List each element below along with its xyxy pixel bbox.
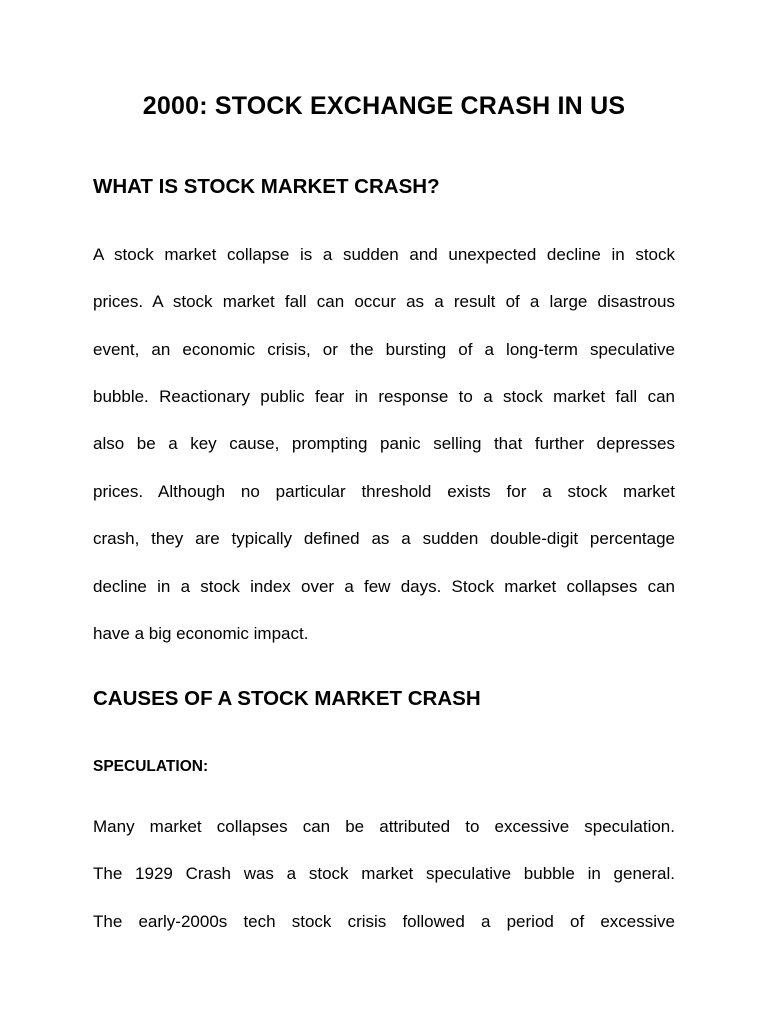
- paragraph-line: bubble. Reactionary public fear in response to a stock market fall can: [93, 387, 675, 406]
- paragraph-line: Many market collapses can be attributed to excessive speculation.: [93, 817, 675, 836]
- paragraph-line: crash, they are typically defined as a sudden double-digit percentage: [93, 529, 675, 548]
- paragraph-line: decline in a stock index over a few days. Stock market collapses can: [93, 577, 675, 596]
- paragraph-line: prices. Although no particular threshold exists for a stock market: [93, 482, 675, 501]
- paragraph-line: The early-2000s tech stock crisis followed a period of excessive: [93, 912, 675, 931]
- paragraph-line: The 1929 Crash was a stock market speculative bubble in general.: [93, 864, 675, 883]
- document-title: 2000: STOCK EXCHANGE CRASH IN US: [142, 92, 626, 120]
- section-heading-causes: CAUSES OF A STOCK MARKET CRASH: [93, 687, 481, 710]
- paragraph-line: have a big economic impact.: [93, 624, 309, 643]
- paragraph-line: event, an economic crisis, or the bursting of a long-term speculative: [93, 340, 675, 359]
- subheading-speculation: SPECULATION:: [93, 758, 209, 775]
- paragraph-line: also be a key cause, prompting panic selling that further depresses: [93, 434, 675, 453]
- paragraph-line: A stock market collapse is a sudden and unexpected decline in stock: [93, 245, 675, 264]
- section-heading-what-is-crash: WHAT IS STOCK MARKET CRASH?: [93, 175, 440, 198]
- paragraph-line: prices. A stock market fall can occur as a result of a large disastrous: [93, 292, 675, 311]
